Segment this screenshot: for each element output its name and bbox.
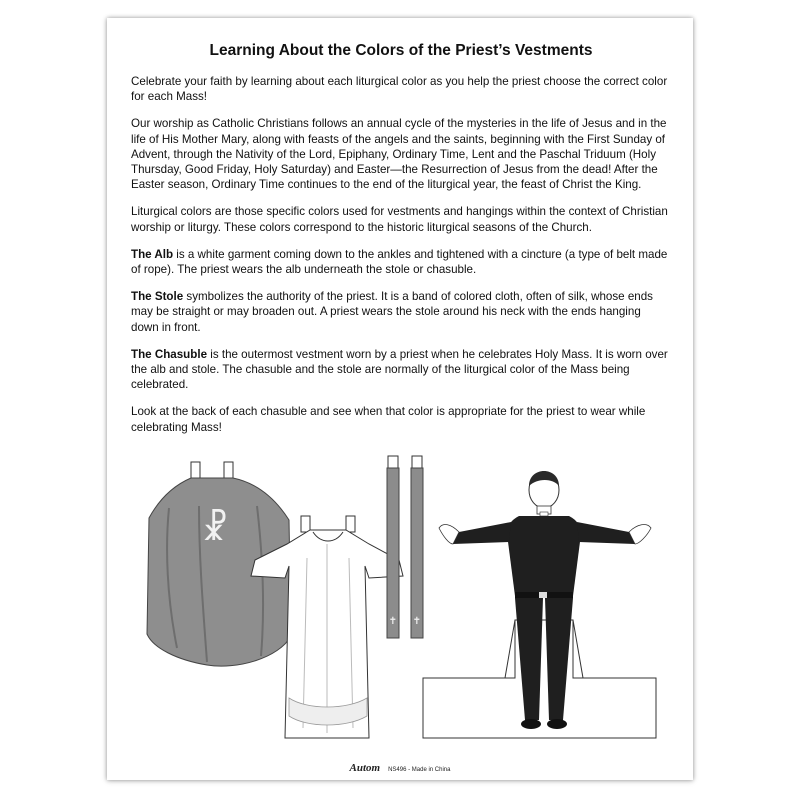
worship-paragraph: Our worship as Catholic Christians follows an annual cycle of the mysteries in the life of Jesus and in the life of His Mother Mary, along with feasts of the angels and the saints, beginning with the First Sunday of Advent, through the Nativity of the Lord, Epiphany, Ordinary Time, Lent and the Paschal Triduum (Holy Thursday, Good Friday, Holy Saturday) and Easter—the Resurrection of Jesus from the dead! After the Easter season, Ordinary Time continues to the end of the liturgical year, the feast of Christ the King. xyxy=(131,117,667,192)
alb-description: is a white garment coming down to the ankles and tightened with a cincture (a type of belt made of rope). The priest wears the alb underneath the stole or chasuble. xyxy=(131,247,668,277)
priest-torso xyxy=(507,516,581,596)
stole-left-cutout xyxy=(387,456,399,638)
alb-term: The Alb xyxy=(131,247,174,261)
belt-buckle xyxy=(539,592,547,598)
vestments-illustration xyxy=(107,448,693,748)
stole-paragraph xyxy=(131,289,671,335)
worksheet-title: Learning About the Colors of the Priest’s Vestments xyxy=(209,42,593,59)
chasuble-description: is the outermost vestment worn by a priest when he celebrates Holy Mass. It is worn over the alb and stole. The chasuble and the stole are normally of the liturgical color of the Mass being celebrated. xyxy=(131,347,668,392)
closing-paragraph: Look at the back of each chasuble and see when that color is appropriate for the priest to wear while celebrating Mass! xyxy=(131,405,646,434)
stole-right-cutout xyxy=(411,456,423,638)
stole-left-band xyxy=(387,468,399,638)
liturgical-colors-paragraph: Liturgical colors are those specific colors used for vestments and hangings within the context of Christian worship or liturgy. These colors correspond to the historic liturgical seasons of the Church. xyxy=(131,205,668,234)
alb-paragraph xyxy=(131,247,671,277)
priest-right-shoe xyxy=(547,719,567,729)
page-footer xyxy=(107,758,693,776)
stole-right-band xyxy=(411,468,423,638)
priest-left-arm xyxy=(453,522,511,544)
intro-paragraph: Celebrate your faith by learning about each liturgical color as you help the priest choose the correct color for each Mass! xyxy=(131,75,668,104)
alb-tab-right xyxy=(346,516,355,532)
chasuble-term: The Chasuble xyxy=(131,347,208,361)
worksheet-page xyxy=(107,18,693,780)
brand-logo: Autom xyxy=(349,762,381,774)
alb-tab-left xyxy=(301,516,310,532)
stole-description: symbolizes the authority of the priest. It is a band of colored cloth, often of silk, whose ends may be straight or may broaden out. A priest wears the stole around his neck with the ends hanging down in front. xyxy=(131,290,653,334)
product-note: NS496 - Made in China xyxy=(388,767,451,773)
stole-right-cross-icon: ✝ xyxy=(412,616,422,627)
stole-left-cross-icon: ✝ xyxy=(388,616,398,627)
stole-right-tab xyxy=(412,456,422,468)
priest-left-shoe xyxy=(521,719,541,729)
chasuble-paragraph xyxy=(131,347,671,393)
roman-collar xyxy=(540,512,548,516)
worksheet-content xyxy=(131,42,671,447)
chasuble-tab-right xyxy=(224,462,233,480)
stole-term: The Stole xyxy=(131,290,184,304)
chi-rho-icon: ☧ xyxy=(201,509,229,549)
priest-right-arm xyxy=(577,522,635,544)
priest-figure xyxy=(423,471,656,738)
stole-left-tab xyxy=(388,456,398,468)
chasuble-tab-left xyxy=(191,462,200,480)
